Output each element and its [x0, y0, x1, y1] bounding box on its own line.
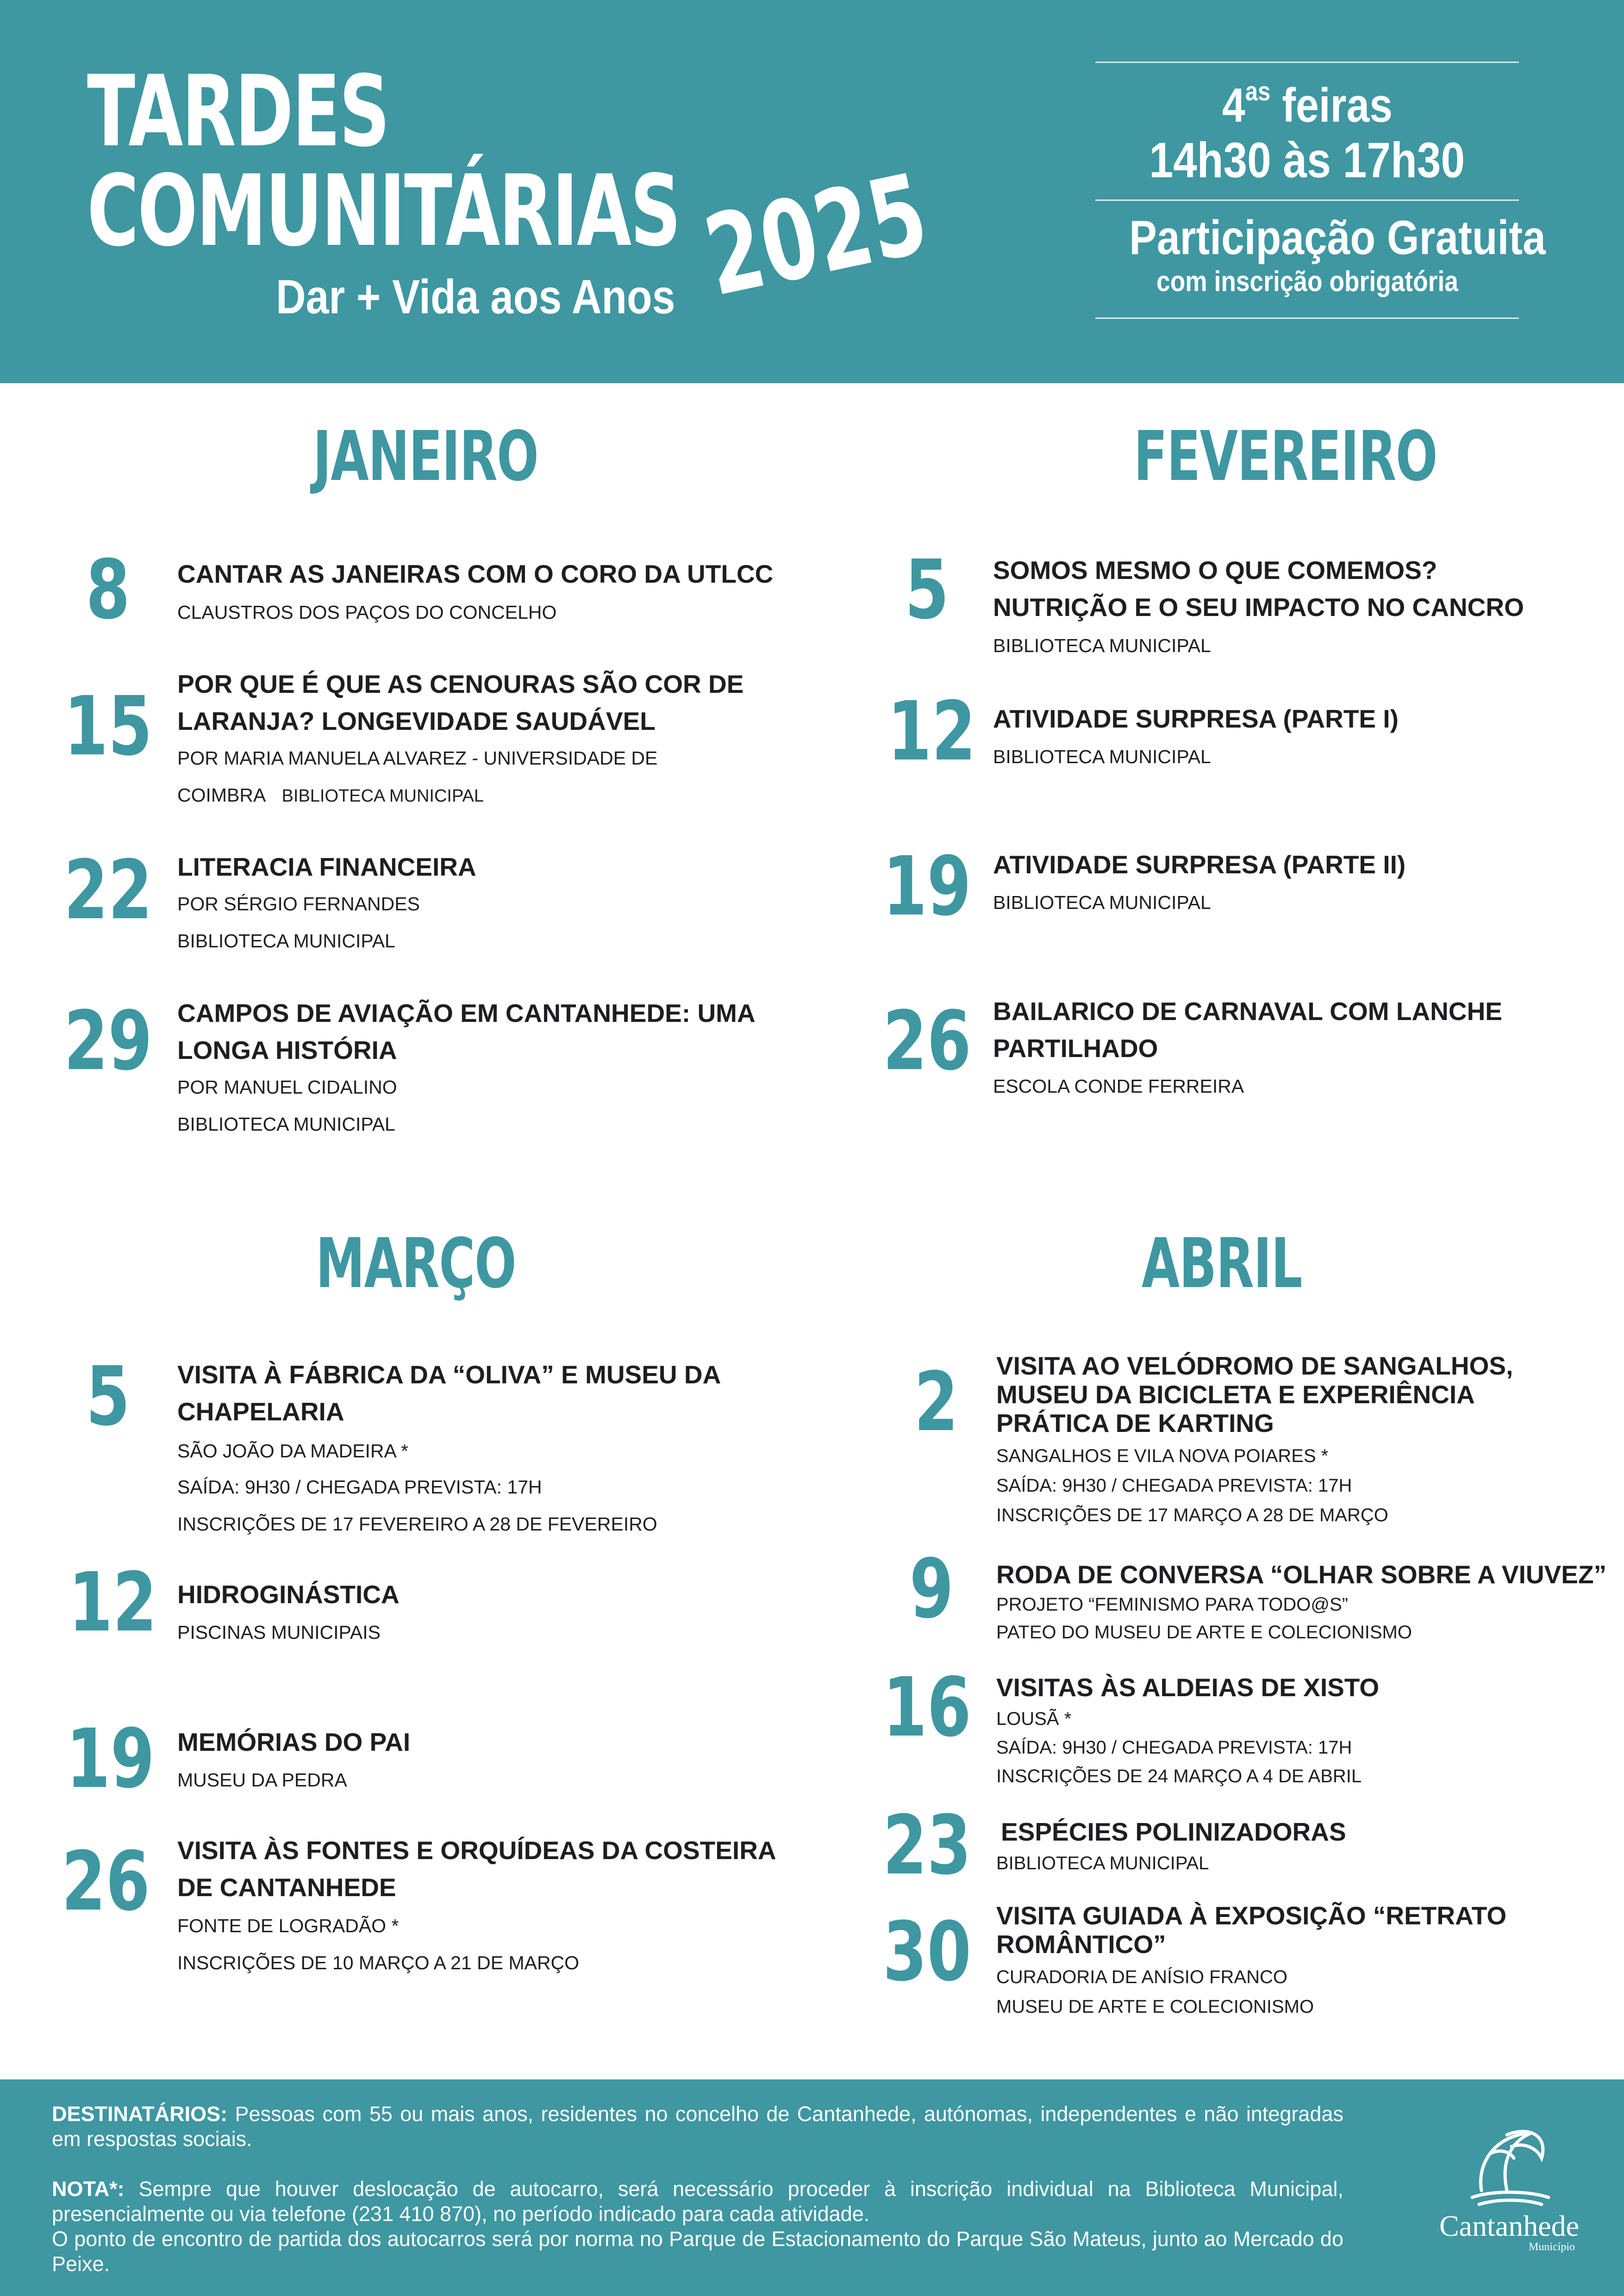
registration-text: com inscrição obrigatória — [1156, 266, 1458, 298]
event-curator: CURADORIA DE ANÍSIO FRANCO — [996, 1967, 1287, 1987]
logo-subtitle: Município — [1529, 2241, 1575, 2253]
event-title: MEMÓRIAS DO PAI — [177, 1728, 411, 1756]
event-location: ESCOLA CONDE FERREIRA — [993, 1076, 1244, 1097]
divider-line — [1095, 199, 1519, 201]
subtitle: Dar + Vida aos Anos — [276, 270, 675, 324]
header-banner — [0, 0, 1624, 383]
event-location: FONTE DE LOGRADÃO * — [177, 1915, 399, 1936]
title-line-2: COMUNITÁRIAS — [87, 154, 680, 268]
event-location: BIBLIOTECA MUNICIPAL — [281, 786, 484, 806]
event-day: 8 — [86, 542, 130, 637]
event-day: 30 — [882, 1904, 971, 1999]
event-location: PISCINAS MUNICIPAIS — [177, 1622, 381, 1643]
event-title: VISITA À FÁBRICA DA “OLIVA” E MUSEU DA CHAPELARIA — [177, 1360, 720, 1426]
divider-line — [1095, 62, 1519, 63]
event-registration: INSCRIÇÕES DE 17 FEVEREIRO A 28 DE FEVEREIRO — [177, 1513, 657, 1535]
event-title: CANTAR AS JANEIRAS COM O CORO DA UTLCC — [177, 560, 774, 588]
event-title: ATIVIDADE SURPRESA (PARTE I) — [993, 704, 1399, 733]
event-day: 22 — [63, 843, 152, 938]
month-title-abril: ABRIL — [1142, 1224, 1302, 1303]
logo-name: Cantanhede — [1439, 2209, 1580, 2242]
event-location: BIBLIOTECA MUNICIPAL — [996, 1853, 1209, 1873]
event-speaker: POR MARIA MANUELA ALVAREZ - UNIVERSIDADE DE — [177, 747, 658, 769]
event-title: CAMPOS DE AVIAÇÃO EM CANTANHEDE: UMA LONGA HISTÓRIA — [177, 999, 755, 1064]
footer-nota — [52, 2177, 1343, 2277]
event-project: PROJETO “FEMINISMO PARA TODO@S” — [996, 1594, 1348, 1615]
event-title: VISITA AO VELÓDROMO DE SANGALHOS, MUSEU DA BICICLETA E EXPERIÊNCIA PRÁTICA DE KARTING — [996, 1351, 1513, 1437]
event-day: 5 — [86, 1349, 130, 1444]
event-title: VISITA GUIADA À EXPOSIÇÃO “RETRATO ROMÂNTICO” — [996, 1901, 1507, 1959]
time-text: 14h30 às 17h30 — [1149, 132, 1465, 188]
destinatarios-text: Pessoas com 55 ou mais anos, residentes no concelho de Cantanhede, autónomas, independentes e não integradas em respostas sociais. — [52, 2102, 1343, 2151]
nota-text: Sempre que houver deslocação de autocarro, será necessário proceder à inscrição individual na Biblioteca Municipal, presencialmente ou via telefone (231 410 870), no período indicado para cada atividade. — [52, 2177, 1343, 2226]
event-location: BIBLIOTECA MUNICIPAL — [993, 635, 1211, 656]
month-title-fevereiro: FEVEREIRO — [1134, 417, 1437, 496]
event-speaker: POR MANUEL CIDALINO — [177, 1076, 397, 1098]
event-location: BIBLIOTECA MUNICIPAL — [993, 746, 1211, 767]
event-title: ESPÉCIES POLINIZADORAS — [1001, 1817, 1346, 1846]
event-day: 2 — [914, 1355, 958, 1450]
weekday-word: feiras — [1281, 78, 1393, 132]
event-speaker: POR SÉRGIO FERNANDES — [177, 893, 420, 915]
event-day: 16 — [882, 1660, 971, 1755]
weekday-number: 4 — [1222, 78, 1245, 132]
weekday-label — [1095, 79, 1519, 130]
event-location: SANGALHOS E VILA NOVA POIARES * — [996, 1446, 1329, 1466]
event-day: 19 — [66, 1711, 155, 1806]
event-day: 15 — [63, 679, 152, 774]
event-location: PATEO DO MUSEU DE ARTE E COLECIONISMO — [996, 1622, 1412, 1643]
event-day: 26 — [882, 994, 971, 1089]
cantanhede-emblem-icon — [1463, 2121, 1555, 2209]
event-location: BIBLIOTECA MUNICIPAL — [993, 892, 1211, 913]
event-title: ATIVIDADE SURPRESA (PARTE II) — [993, 850, 1406, 879]
month-title-janeiro: JANEIRO — [313, 417, 538, 496]
event-day: 5 — [905, 542, 949, 637]
event-title: RODA DE CONVERSA “OLHAR SOBRE A VIUVEZ” — [996, 1560, 1607, 1589]
divider-line — [1095, 317, 1519, 319]
event-day: 23 — [882, 1798, 971, 1893]
event-day: 26 — [61, 1834, 150, 1929]
event-day: 9 — [909, 1542, 954, 1636]
participation-label — [1095, 211, 1546, 265]
event-title: VISITAS ÀS ALDEIAS DE XISTO — [996, 1673, 1380, 1702]
event-speaker-continued — [177, 777, 484, 815]
month-title-marco: MARÇO — [316, 1224, 516, 1303]
event-title: BAILARICO DE CARNAVAL COM LANCHE PARTILHADO — [993, 997, 1502, 1063]
event-location: CLAUSTROS DOS PAÇOS DO CONCELHO — [177, 602, 557, 623]
footer-banner — [0, 2079, 1624, 2296]
event-registration: INSCRIÇÕES DE 24 MARÇO A 4 DE ABRIL — [996, 1766, 1362, 1786]
event-schedule: SAÍDA: 9H30 / CHEGADA PREVISTA: 17H — [177, 1476, 542, 1498]
footer-destinatarios — [52, 2102, 1343, 2152]
event-day: 12 — [68, 1555, 157, 1650]
event-title: SOMOS MESMO O QUE COMEMOS? NUTRIÇÃO E O SEU IMPACTO NO CANCRO — [993, 556, 1524, 622]
event-location: BIBLIOTECA MUNICIPAL — [177, 1114, 395, 1135]
destinatarios-label: DESTINATÁRIOS: — [52, 2102, 228, 2126]
event-schedule: SAÍDA: 9H30 / CHEGADA PREVISTA: 17H — [996, 1737, 1352, 1758]
participation-text: Participação Gratuita — [1129, 211, 1546, 265]
event-location: LOUSÃ * — [996, 1709, 1072, 1729]
event-schedule: SAÍDA: 9H30 / CHEGADA PREVISTA: 17H — [996, 1475, 1352, 1496]
event-speaker-end: COIMBRA — [177, 784, 266, 806]
event-title: LITERACIA FINANCEIRA — [177, 852, 476, 881]
event-location: SÃO JOÃO DA MADEIRA * — [177, 1440, 408, 1462]
nota-label: NOTA*: — [52, 2177, 125, 2201]
event-day: 12 — [887, 684, 976, 779]
event-location: MUSEU DA PEDRA — [177, 1769, 347, 1791]
cantanhede-logo — [1435, 2121, 1583, 2253]
title-line-1: TARDES — [87, 54, 389, 168]
event-registration: INSCRIÇÕES DE 17 MARÇO A 28 DE MARÇO — [996, 1505, 1388, 1525]
event-day: 29 — [63, 994, 152, 1089]
time-label — [1095, 132, 1519, 188]
meeting-point-text: O ponto de encontro de partida dos autocarros será por norma no Parque de Estacionamento do Parque São Mateus, junto ao Mercado do Peixe. — [52, 2227, 1343, 2276]
event-location: MUSEU DE ARTE E COLECIONISMO — [996, 1997, 1314, 2017]
event-location: BIBLIOTECA MUNICIPAL — [177, 930, 395, 952]
year: 2025 — [695, 149, 938, 321]
event-day: 19 — [882, 839, 971, 934]
event-registration: INSCRIÇÕES DE 10 MARÇO A 21 DE MARÇO — [177, 1952, 580, 1973]
event-title: POR QUE É QUE AS CENOURAS SÃO COR DE LARANJA? LONGEVIDADE SAUDÁVEL — [177, 670, 744, 735]
registration-label — [1095, 268, 1519, 296]
event-title: VISITA ÀS FONTES E ORQUÍDEAS DA COSTEIRA DE CANTANHEDE — [177, 1836, 775, 1902]
weekday-suffix: as — [1245, 77, 1270, 106]
event-title: HIDROGINÁSTICA — [177, 1580, 400, 1609]
